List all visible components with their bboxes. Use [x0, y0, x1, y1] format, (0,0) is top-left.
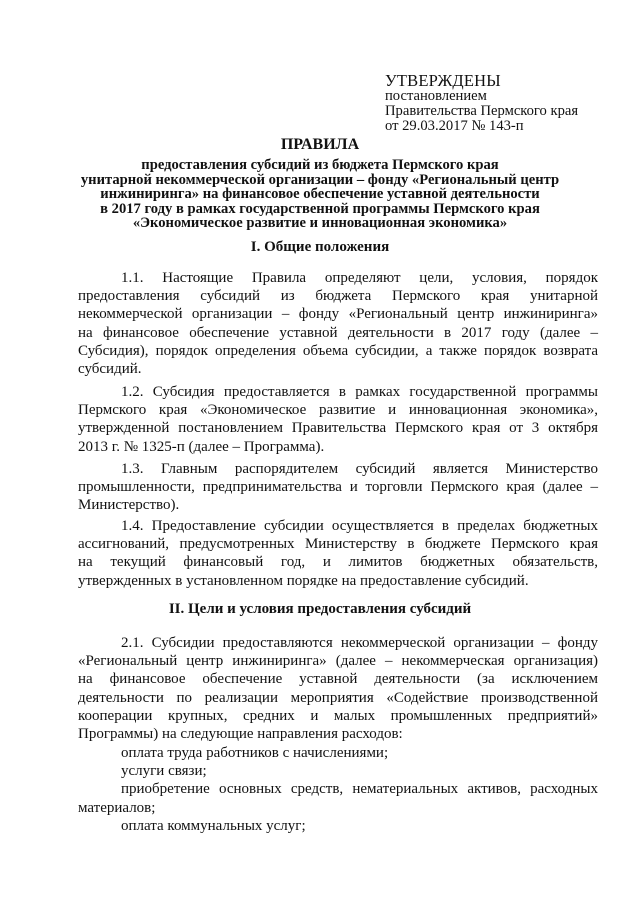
paragraph-1-2	[78, 383, 598, 456]
text-line: Пермского края «Экономическое развитие и инновационная экономика»,	[78, 402, 598, 419]
text-line: на финансовое обеспечение уставной деятельности (за исключением	[78, 671, 598, 688]
paragraph-1-4	[78, 517, 598, 590]
approval-line: Правительства Пермского края	[385, 102, 579, 119]
list-item: оплата труда работников с начислениями;	[121, 745, 389, 761]
text-line: 2.1. Субсидии предоставляются некоммерческой организации – фонду	[121, 635, 598, 651]
subtitle-line: в 2017 году в рамках государственной программы Пермского края	[100, 200, 540, 217]
list-item: материалов;	[78, 799, 156, 816]
paragraph-1-1	[78, 269, 598, 378]
paragraph-1-3	[78, 460, 598, 515]
text-line: «Региональный центр инжиниринга» (далее – некоммерческая организация)	[78, 653, 598, 670]
text-line: 1.3. Главным распорядителем субсидий является Министерство	[121, 461, 598, 477]
subtitle-line: унитарной некоммерческой организации – фонду «Региональный центр	[80, 171, 560, 188]
list-item: услуги связи;	[121, 763, 207, 780]
subtitle-line: предоставления субсидий из бюджета Пермского края	[141, 157, 499, 173]
document-subtitle	[0, 158, 640, 231]
text-line: субсидий.	[78, 361, 142, 378]
approval-line: постановлением	[385, 88, 487, 104]
list-item: оплата коммунальных услуг;	[121, 817, 306, 834]
text-line: кооперации крупных, средних и малых промышленных предприятий»	[78, 707, 598, 724]
text-line: предоставления субсидий из бюджета Пермского края унитарной	[78, 288, 598, 305]
text-line: Программы) на следующие направления расходов:	[78, 726, 403, 743]
paragraph-2-1	[78, 634, 598, 743]
text-line: 2013 г. № 1325-п (далее – Программа).	[78, 438, 325, 455]
section-heading-general: I. Общие положения	[250, 239, 390, 255]
text-line: 1.2. Субсидия предоставляется в рамках государственной программы	[121, 384, 598, 400]
expense-list	[78, 744, 598, 835]
approval-date-number: от 29.03.2017 № 143-п	[385, 117, 524, 134]
text-line: на финансовое обеспечение уставной деятельности в 2017 году (далее –	[78, 324, 598, 341]
text-line: промышленности, предпринимательства и торговли Пермского края (далее –	[78, 479, 598, 496]
subtitle-line: «Экономическое развитие и инновационная экономика»	[132, 215, 508, 232]
document-title: ПРАВИЛА	[280, 136, 360, 153]
text-line: 1.1. Настоящие Правила определяют цели, условия, порядок	[121, 270, 598, 286]
text-line: некоммерческой организации – фонду «Региональный центр инжиниринга»	[78, 306, 598, 323]
text-line: деятельности по реализации мероприятия «Содействие производственной	[78, 689, 598, 706]
list-item: приобретение основных средств, нематериальных активов, расходных	[121, 781, 598, 798]
subtitle-line: инжиниринга» на финансовое обеспечение уставной деятельности	[100, 186, 540, 203]
section-heading-goals: II. Цели и условия предоставления субсидий	[168, 601, 472, 617]
text-line: утвержденных в установленном порядке на предоставление субсидий.	[78, 572, 529, 589]
approval-heading: УТВЕРЖДЕНЫ	[385, 71, 501, 90]
text-line: утвержденной постановлением Правительства Пермского края от 3 октября	[78, 420, 598, 437]
text-line: Министерство).	[78, 497, 180, 514]
text-line: Субсидия), порядок определения объема субсидии, а также порядок возврата	[78, 342, 598, 359]
text-line: 1.4. Предоставление субсидии осуществляется в пределах бюджетных	[121, 518, 598, 534]
approval-stamp	[385, 72, 578, 133]
text-line: на текущий финансовый год, и лимитов бюджетных обязательств,	[78, 554, 598, 571]
text-line: ассигнований, предусмотренных Министерству в бюджете Пермского края	[78, 536, 598, 553]
